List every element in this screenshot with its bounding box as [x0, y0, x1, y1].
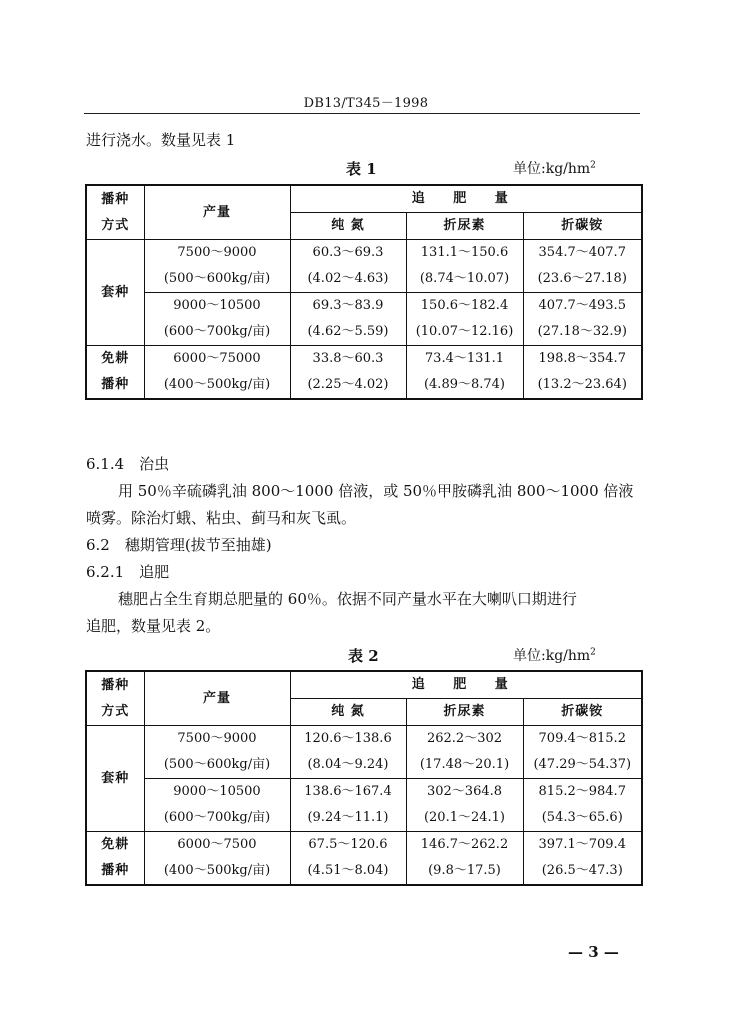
- header-rule: [84, 113, 640, 114]
- urea-cell: 150.6～182.4 (10.07～12.16): [406, 293, 523, 346]
- nitrogen-cell: 33.8～60.3 (2.25～4.02): [290, 346, 406, 400]
- table2: [85, 670, 643, 886]
- table1-unit: 单位$:kg/hm^2$: [513, 160, 596, 177]
- page-number: — 3 —: [568, 943, 619, 961]
- table-row: [86, 346, 642, 400]
- table-row: [86, 779, 642, 832]
- table2-head-col2: 折尿素: [406, 699, 523, 726]
- intro-text: 进行浇水。数量见表 1: [86, 131, 236, 149]
- table1-head-col2: 折尿素: [406, 213, 523, 240]
- ammonium-bicarbonate-cell: 397.1～709.4 (26.5～47.3): [523, 832, 642, 886]
- table1-head-col3: 折碳铵: [523, 213, 642, 240]
- yield-cell: 7500～9000 (500～600kg/亩): [144, 240, 290, 293]
- section-6-1-4-para-line1: 用 50％辛硫磷乳油 800～1000 倍液，或 50％甲胺磷乳油 800～1000 倍液: [118, 482, 634, 500]
- table1-caption: 表 1: [346, 160, 377, 178]
- nitrogen-cell: 138.6～167.4 (9.24～11.1): [290, 779, 406, 832]
- table-row: [86, 726, 642, 779]
- yield-cell: 9000～10500 (600～700kg/亩): [144, 779, 290, 832]
- table2-unit: 单位$:kg/hm^2$: [513, 647, 596, 664]
- yield-cell: 6000～7500 (400～500kg/亩): [144, 832, 290, 886]
- section-6-1-4-heading: 6.1.4 治虫: [86, 455, 170, 473]
- table2-caption: 表 2: [348, 647, 379, 665]
- table2-head-col1: 纯 氮: [290, 699, 406, 726]
- table1-head-group: 追 肥 量: [290, 185, 642, 213]
- urea-cell: 131.1～150.6 (8.74～10.07): [406, 240, 523, 293]
- table1: [85, 184, 643, 400]
- table2-head-yield: 产量: [144, 671, 290, 726]
- table-row: [86, 832, 642, 886]
- yield-cell: 6000～75000 (400～500kg/亩): [144, 346, 290, 400]
- section-6-2-1-para-line1: 穗肥占全生育期总肥量的 60％。依据不同产量水平在大喇叭口期进行: [118, 590, 577, 608]
- nitrogen-cell: 69.3～83.9 (4.62～5.59): [290, 293, 406, 346]
- section-6-2-1-para-line2: 追肥，数量见表 2。: [86, 617, 221, 635]
- table2-head-col3: 折碳铵: [523, 699, 642, 726]
- document-header: DB13/T345－1998: [303, 96, 429, 111]
- table2-method-mianeng: 免耕 播种: [86, 832, 144, 886]
- nitrogen-cell: 67.5～120.6 (4.51～8.04): [290, 832, 406, 886]
- ammonium-bicarbonate-cell: 815.2～984.7 (54.3～65.6): [523, 779, 642, 832]
- table1-head-col1: 纯 氮: [290, 213, 406, 240]
- table-row: [86, 240, 642, 293]
- table1-method-taozhong: 套种: [86, 240, 144, 346]
- urea-cell: 146.7～262.2 (9.8～17.5): [406, 832, 523, 886]
- table2-head-group: 追 肥 量: [290, 671, 642, 699]
- urea-cell: 302～364.8 (20.1～24.1): [406, 779, 523, 832]
- urea-cell: 73.4～131.1 (4.89～8.74): [406, 346, 523, 400]
- ammonium-bicarbonate-cell: 354.7～407.7 (23.6～27.18): [523, 240, 642, 293]
- table-row: [86, 293, 642, 346]
- nitrogen-cell: 60.3～69.3 (4.02～4.63): [290, 240, 406, 293]
- table1-head-yield: 产量: [144, 185, 290, 240]
- table2-head-method: 播种 方式: [86, 671, 144, 726]
- yield-cell: 9000～10500 (600～700kg/亩): [144, 293, 290, 346]
- nitrogen-cell: 120.6～138.6 (8.04～9.24): [290, 726, 406, 779]
- ammonium-bicarbonate-cell: 407.7～493.5 (27.18～32.9): [523, 293, 642, 346]
- table1-head-method: 播种 方式: [86, 185, 144, 240]
- table1-method-mianeng: 免耕 播种: [86, 346, 144, 400]
- table2-method-taozhong: 套种: [86, 726, 144, 832]
- section-6-2-heading: 6.2 穗期管理(拔节至抽雄): [86, 536, 272, 554]
- section-6-2-1-heading: 6.2.1 追肥: [86, 563, 170, 581]
- ammonium-bicarbonate-cell: 198.8～354.7 (13.2～23.64): [523, 346, 642, 400]
- yield-cell: 7500～9000 (500～600kg/亩): [144, 726, 290, 779]
- section-6-1-4-para-line2: 喷雾。除治灯蛾、粘虫、蓟马和灰飞虱。: [86, 509, 357, 527]
- ammonium-bicarbonate-cell: 709.4～815.2 (47.29～54.37): [523, 726, 642, 779]
- urea-cell: 262.2～302 (17.48～20.1): [406, 726, 523, 779]
